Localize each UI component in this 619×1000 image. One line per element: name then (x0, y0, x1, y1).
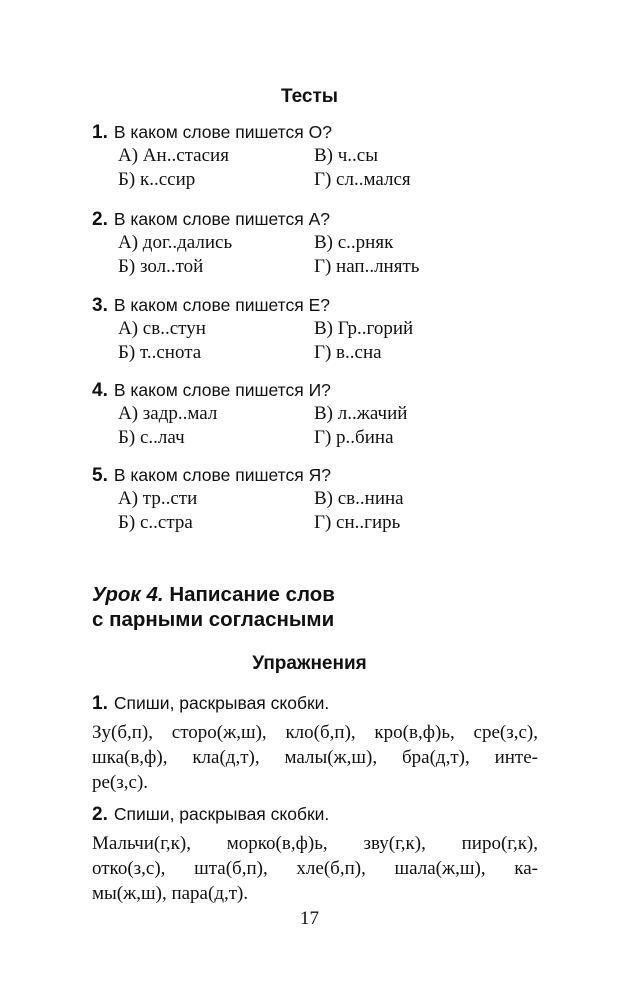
question-number: 3. (92, 295, 108, 316)
answer-option-a: А) тр..сти (118, 488, 198, 509)
question-text: В каком слове пишется Е? (113, 295, 330, 315)
test-question-4 (92, 378, 408, 450)
question-number: 5. (92, 465, 108, 486)
answer-row (92, 402, 408, 426)
answer-option-v: В) л..жачий (314, 403, 408, 424)
answer-option-b: Б) с..лач (118, 427, 185, 448)
page-number: 17 (300, 908, 319, 929)
exercise-instruction-text: Спиши, раскрывая скобки. (113, 693, 330, 713)
exercise-instruction (92, 690, 538, 716)
answer-option-v: В) Гр..горий (314, 318, 414, 339)
answer-option-v: В) св..нина (314, 488, 404, 509)
exercise-line: шка(в,ф), кла(д,т), малы(ж,ш), бра(д,т), инте- (92, 747, 538, 768)
exercise-line: ре(з,с). (92, 772, 149, 793)
exercise-instruction (92, 801, 538, 827)
answer-row (92, 255, 420, 279)
answer-row (92, 317, 414, 341)
exercise-line: Зу(б,п), сторо(ж,ш), кло(б,п), кро(в,ф)ь, сре(з,с), (92, 722, 538, 743)
answer-option-b: Б) т..снота (118, 342, 202, 363)
question-prompt (92, 293, 330, 317)
lesson-title-part-2: с парными согласными (92, 608, 335, 631)
answer-option-a: А) Ан..стасия (118, 145, 229, 166)
question-prompt (92, 120, 332, 144)
answer-row (92, 426, 394, 450)
answer-option-a: А) задр..мал (118, 403, 218, 424)
answer-row (92, 511, 401, 535)
exercises-heading: Упражнения (252, 653, 367, 674)
exercise-line: отко(з,с), шта(б,п), хле(б,п), шала(ж,ш), ка- (92, 858, 538, 879)
answer-row (92, 487, 404, 511)
answer-row (92, 168, 411, 192)
answer-row (92, 231, 394, 255)
answer-option-b: Б) с..стра (118, 512, 193, 533)
answer-option-g: Г) нап..лнять (314, 256, 420, 277)
exercise-1 (92, 690, 538, 795)
answer-option-b: Б) зол..той (118, 256, 204, 277)
exercise-number: 1. (92, 693, 108, 714)
lesson-label: Урок 4. (92, 583, 164, 606)
test-question-1 (92, 120, 411, 192)
question-number: 1. (92, 122, 108, 143)
answer-option-a: А) св..стун (118, 318, 206, 339)
question-number: 2. (92, 209, 108, 230)
answer-option-g: Г) в..сна (314, 342, 382, 363)
exercise-text (92, 720, 538, 795)
answer-option-v: В) ч..сы (314, 145, 379, 166)
answer-option-g: Г) р..бина (314, 427, 394, 448)
question-text: В каком слове пишется И? (113, 380, 331, 400)
lesson-heading-line-1 (92, 582, 335, 607)
test-question-3 (92, 293, 414, 365)
question-text: В каком слове пишется А? (113, 209, 330, 229)
question-text: В каком слове пишется О? (113, 122, 332, 142)
answer-option-g: Г) сн..гирь (314, 512, 401, 533)
lesson-heading (92, 582, 335, 632)
test-question-2 (92, 207, 420, 279)
exercise-2 (92, 801, 538, 906)
answer-row (92, 341, 382, 365)
lesson-title-part-1: Написание слов (169, 583, 335, 606)
test-question-5 (92, 463, 404, 535)
answer-row (92, 144, 379, 168)
answer-option-v: В) с..рняк (314, 232, 394, 253)
question-prompt (92, 463, 331, 487)
answer-option-b: Б) к..ссир (118, 169, 196, 190)
tests-heading: Тесты (280, 86, 339, 107)
question-number: 4. (92, 380, 108, 401)
exercise-number: 2. (92, 804, 108, 825)
exercise-instruction-text: Спиши, раскрывая скобки. (113, 804, 330, 824)
question-prompt (92, 207, 330, 231)
answer-option-g: Г) сл..мался (314, 169, 411, 190)
answer-option-a: А) дог..дались (118, 232, 233, 253)
question-text: В каком слове пишется Я? (113, 465, 331, 485)
exercise-line: Мальчи(г,к), морко(в,ф)ь, зву(г,к), пиро(г,к), (92, 833, 538, 854)
exercise-text (92, 831, 538, 906)
question-prompt (92, 378, 331, 402)
exercise-line: мы(ж,ш), пара(д,т). (92, 883, 249, 904)
